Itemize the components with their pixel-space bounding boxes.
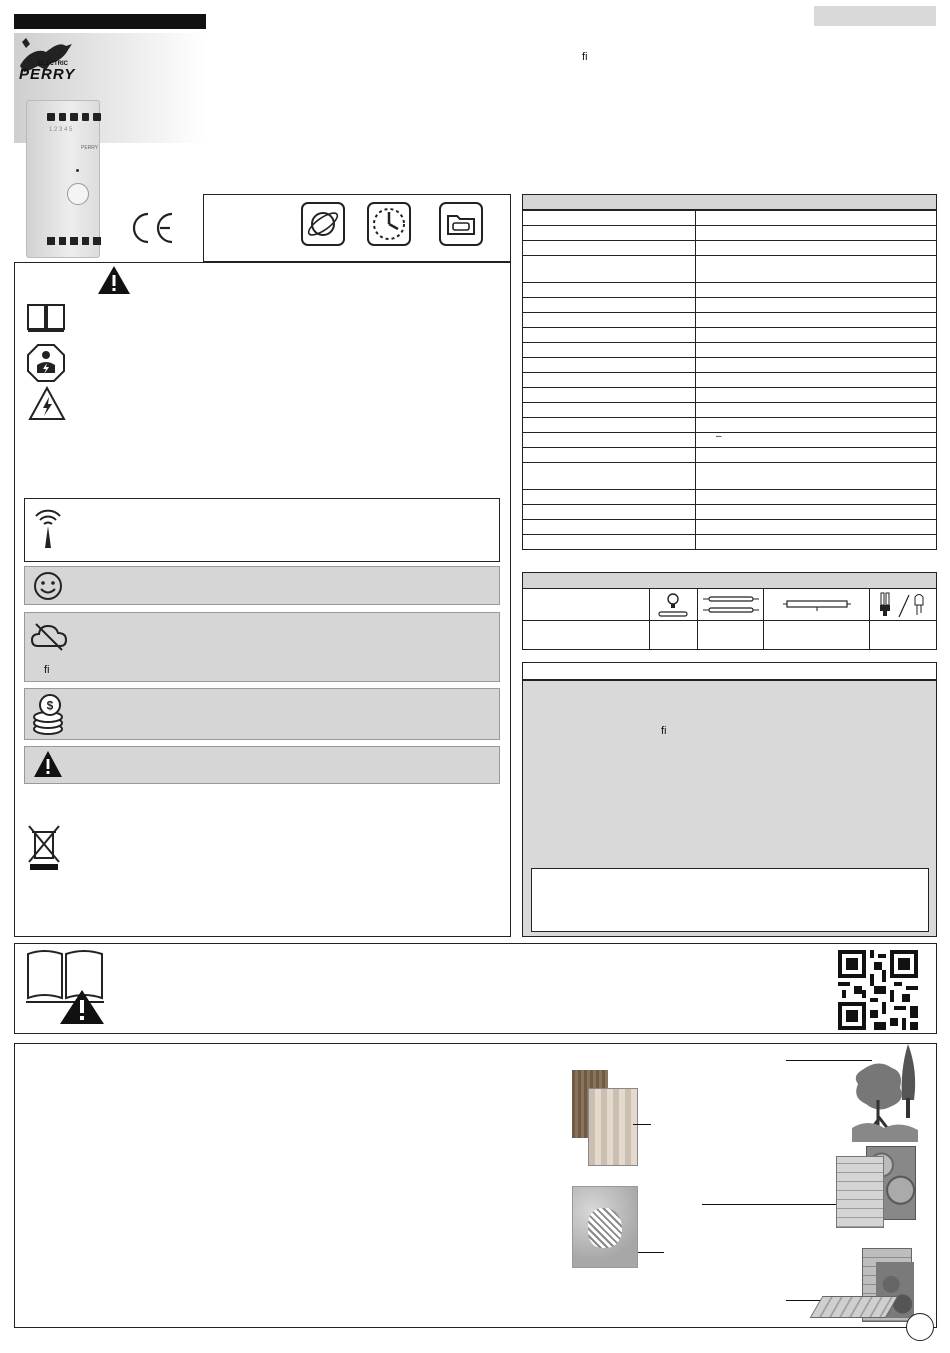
manual-strip	[14, 943, 937, 1034]
load-table	[522, 588, 937, 650]
svg-text:$: $	[46, 698, 54, 713]
warning-small-icon	[32, 749, 64, 779]
wood-leader-line	[633, 1124, 651, 1125]
qr-code-icon	[838, 950, 918, 1030]
fluorescent-tube-icon	[703, 594, 759, 616]
brand-bar	[14, 14, 206, 29]
cfl-led-icon	[877, 591, 931, 619]
tube-lamp-icon	[783, 599, 851, 611]
plaster-hole-image	[588, 1208, 622, 1248]
manual-icon	[26, 301, 66, 333]
coins-icon	[30, 693, 66, 735]
brick-stone-leader-line	[702, 1204, 840, 1205]
tech-data-table	[522, 210, 937, 550]
eco-info-band	[24, 566, 500, 605]
clock-icon	[367, 202, 411, 246]
radio-info-box	[24, 498, 500, 562]
read-manual-icon	[24, 946, 106, 1026]
cloud-off-icon	[30, 620, 68, 652]
installation-panel	[14, 1043, 937, 1328]
language-tab	[814, 6, 936, 26]
logo-brand: PERRY	[19, 66, 76, 83]
planet-icon	[301, 202, 345, 246]
weee-bin-icon	[27, 824, 61, 872]
logo-sub: ELECTRIC	[38, 61, 68, 67]
plaster-leader-line	[638, 1252, 664, 1253]
terminal-numbers: 1 2 3 4 5	[49, 127, 73, 133]
high-voltage-icon	[28, 386, 66, 422]
warning-icon	[96, 264, 132, 296]
bulb-icon	[655, 592, 691, 618]
radio-antenna-icon	[32, 502, 64, 550]
cost-info-band	[24, 688, 500, 740]
device-button	[67, 183, 89, 205]
dash-mark: –	[696, 433, 937, 448]
brick-wall-image	[836, 1156, 884, 1228]
wood-panel-image	[588, 1088, 638, 1166]
electrician-icon	[26, 343, 66, 383]
description-note-box	[531, 868, 929, 932]
load-table-header	[522, 572, 937, 589]
description-header	[522, 662, 937, 680]
tech-data-header	[522, 194, 937, 210]
ligature-mark-left: ﬁ	[44, 664, 50, 676]
warning-band	[24, 746, 500, 784]
device-image	[26, 100, 100, 258]
ligature-mark: ﬁ	[582, 51, 588, 63]
cloud-info-band	[24, 612, 500, 682]
concrete-slab-image	[810, 1296, 899, 1318]
folder-icon	[439, 202, 483, 246]
page-number-badge	[906, 1313, 934, 1341]
trees-icon	[848, 1040, 922, 1142]
ce-mark-icon	[128, 210, 176, 246]
smiley-icon	[32, 570, 64, 602]
device-label: PERRY	[81, 145, 99, 151]
ligature-mark-right: ﬁ	[661, 725, 667, 737]
